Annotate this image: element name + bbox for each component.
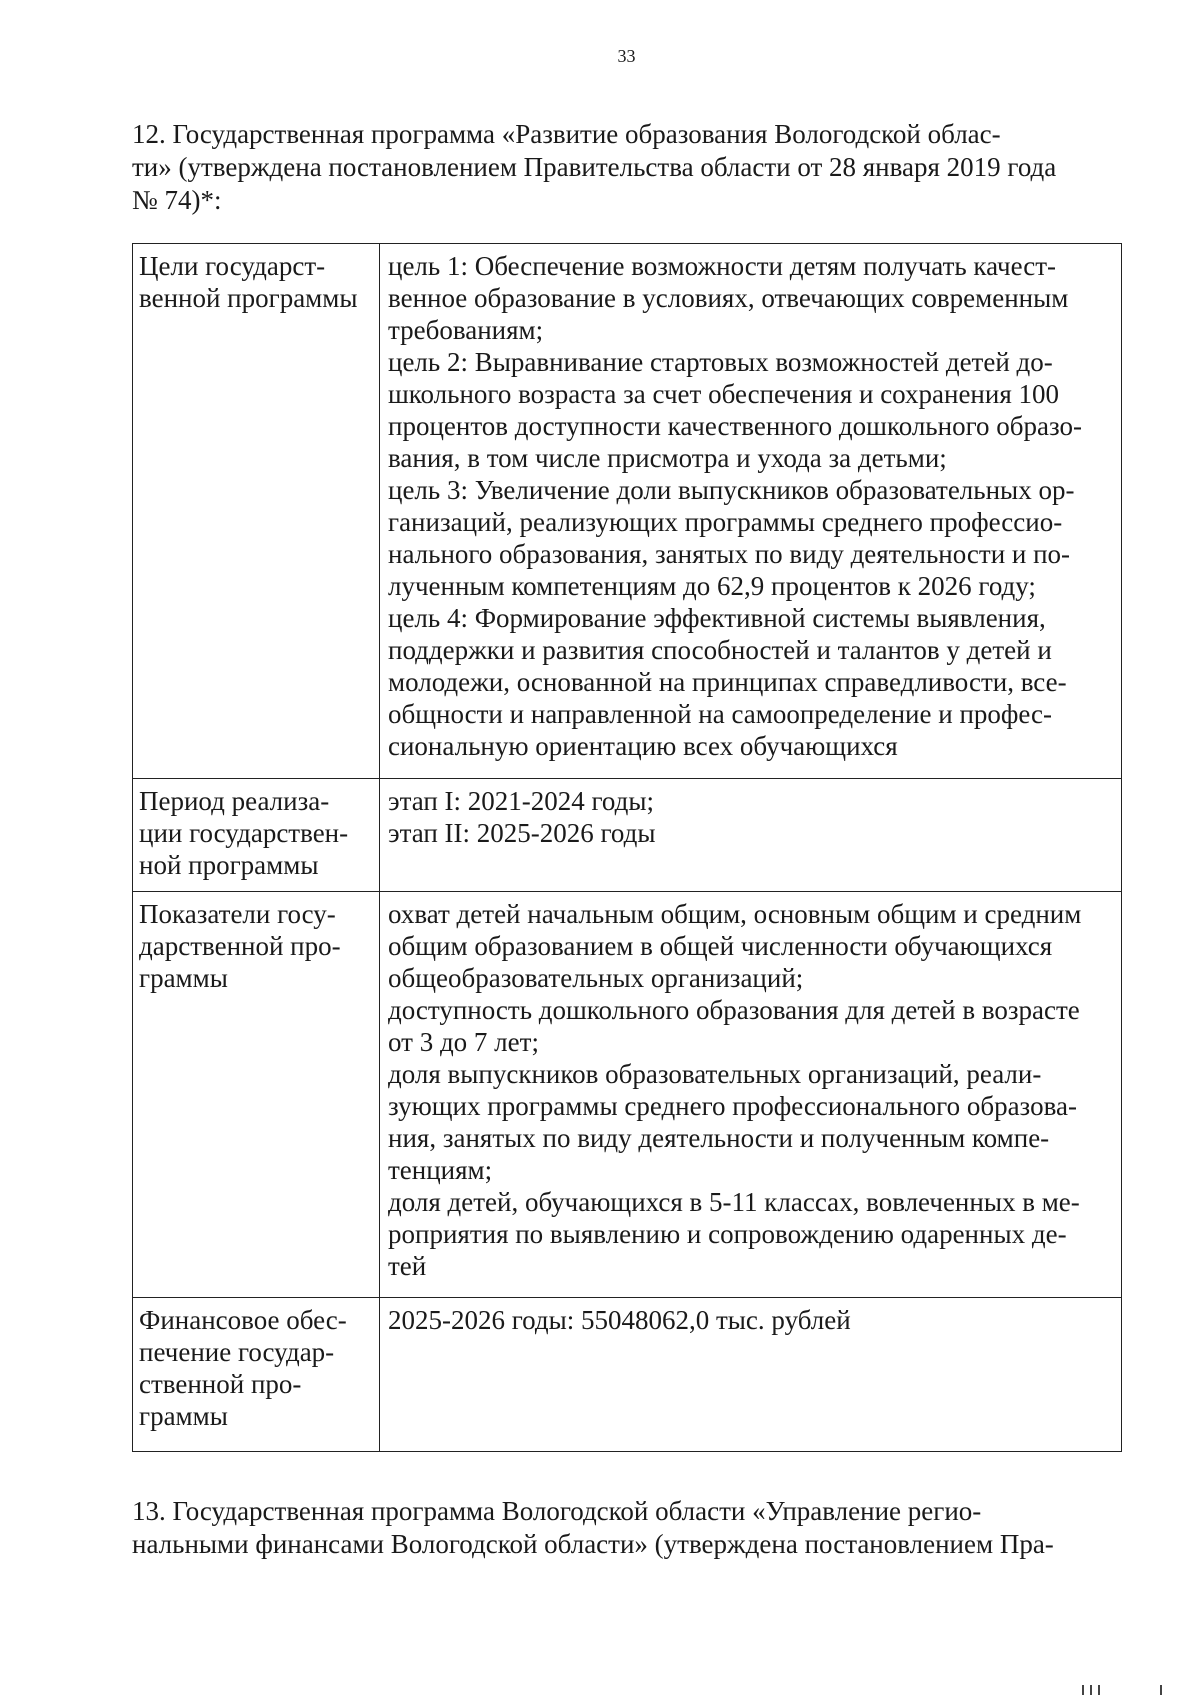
section-13-paragraph: 13. Государственная программа Вологодской области «Управление регио- нальными финансами Вологодской области» (утверждена постановлением Пра- [132, 1496, 1054, 1559]
row-value-goals: цель 1: Обеспечение возможности детям получать качест- венное образование в условиях, отвечающих современным требованиям; цель 2: Выравнивание стартовых возможностей детей до- школьного возраста за счет обеспечения и сохранения 100 процентов доступности качественного дошкольного образо- вания, в том числе присмотра и ухода за детьми; цель 3: Увеличение доли выпускников образовательных ор- ганизаций, реализующих программы среднего профессио- нального образования, занятых по виду деятельности и по- лученным компетенциям до 62,9 процентов к 2026 году; цель 4: Формирование эффективной системы выявления, поддержки и развития способностей и талантов у детей и молодежи, основанной на принципах справедливости, все- общности и направленной на самоопределение и профес- сиональную ориентацию всех обучающихся [380, 244, 1122, 779]
scan-artifact-mark [1160, 1685, 1162, 1695]
row-value-period: этап I: 2021-2024 годы; этап II: 2025-2026 годы [380, 779, 1122, 892]
row-label-financing: Финансовое обес- печение государ- ственной про- граммы [133, 1298, 380, 1452]
scan-artifact-mark [1090, 1685, 1092, 1695]
table-row-indicators [133, 892, 1122, 1298]
table-row-financing [133, 1298, 1122, 1452]
row-value-indicators: охват детей начальным общим, основным общим и средним общим образованием в общей численности обучающихся общеобразовательных организаций; доступность дошкольного образования для детей в возрасте от 3 до 7 лет; доля выпускников образовательных организаций, реали- зующих программы среднего профессионального образова- ния, занятых по виду деятельности и полученным компе- тенциям; доля детей, обучающихся в 5-11 классах, вовлеченных в ме- роприятия по выявлению и сопровождению одаренных де- тей [380, 892, 1122, 1298]
table-row-goals [133, 244, 1122, 779]
section-12-paragraph: 12. Государственная программа «Развитие образования Вологодской облас- ти» (утверждена постановлением Правительства области от 28 января 2019 года № 74)*: [132, 119, 1057, 215]
row-label-goals: Цели государст- венной программы [133, 244, 380, 779]
table-row-period [133, 779, 1122, 892]
page-number: 33 [617, 46, 636, 66]
scan-artifact-mark [1098, 1685, 1100, 1695]
scan-artifact-mark [1082, 1685, 1084, 1695]
row-label-indicators: Показатели госу- дарственной про- граммы [133, 892, 380, 1298]
row-label-period: Период реализа- ции государствен- ной программы [133, 779, 380, 892]
program-passport-table [132, 243, 1122, 1452]
row-value-financing: 2025-2026 годы: 55048062,0 тыс. рублей [380, 1298, 1122, 1452]
